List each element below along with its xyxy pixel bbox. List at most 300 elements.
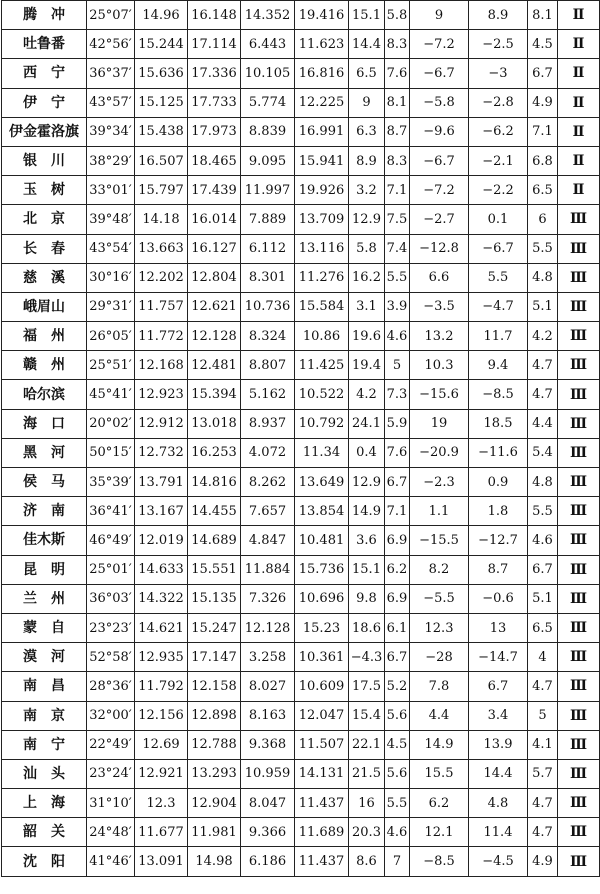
zone-class-cell: Ⅲ — [558, 322, 600, 351]
value-3-cell: 8.301 — [241, 263, 295, 292]
value-3-cell: 6.186 — [241, 847, 295, 876]
value-9-cell: 5 — [528, 701, 558, 730]
value-3-cell: 11.884 — [241, 555, 295, 584]
table-row — [2, 672, 600, 701]
value-5-cell: 15.1 — [349, 1, 385, 30]
value-6-cell: 6.2 — [385, 555, 410, 584]
value-4-cell: 13.649 — [295, 468, 349, 497]
value-3-cell: 10.736 — [241, 292, 295, 321]
station-name-cell: 南 昌 — [2, 672, 87, 701]
value-4-cell: 12.225 — [295, 88, 349, 117]
table-row — [2, 380, 600, 409]
value-8-cell: −2.5 — [469, 30, 528, 59]
value-5-cell: −4.3 — [349, 643, 385, 672]
value-2-cell: 17.733 — [188, 88, 241, 117]
table-row — [2, 205, 600, 234]
value-4-cell: 10.361 — [295, 643, 349, 672]
table-row — [2, 30, 600, 59]
value-8-cell: 11.7 — [469, 322, 528, 351]
station-name-cell: 伊 宁 — [2, 88, 87, 117]
zone-class-cell: Ⅲ — [558, 701, 600, 730]
station-name-cell: 上 海 — [2, 789, 87, 818]
value-2-cell: 17.114 — [188, 30, 241, 59]
value-9-cell: 4.7 — [528, 789, 558, 818]
table-row — [2, 818, 600, 847]
value-9-cell: 5.1 — [528, 292, 558, 321]
value-2-cell: 15.135 — [188, 584, 241, 613]
value-7-cell: 15.5 — [410, 759, 469, 788]
station-name-cell: 峨眉山 — [2, 292, 87, 321]
zone-class-cell: Ⅲ — [558, 613, 600, 642]
value-1-cell: 13.091 — [135, 847, 188, 876]
value-1-cell: 14.96 — [135, 1, 188, 30]
latitude-cell: 25°01′ — [87, 555, 135, 584]
value-9-cell: 4.5 — [528, 30, 558, 59]
value-7-cell: 19 — [410, 409, 469, 438]
value-4-cell: 11.437 — [295, 789, 349, 818]
table-body — [2, 1, 600, 877]
value-5-cell: 19.6 — [349, 322, 385, 351]
value-8-cell: −4.5 — [469, 847, 528, 876]
value-2-cell: 14.98 — [188, 847, 241, 876]
value-7-cell: 12.3 — [410, 613, 469, 642]
value-4-cell: 10.86 — [295, 322, 349, 351]
latitude-cell: 46°49′ — [87, 526, 135, 555]
table-row — [2, 468, 600, 497]
value-9-cell: 4 — [528, 643, 558, 672]
value-8-cell: 0.1 — [469, 205, 528, 234]
value-7-cell: 8.2 — [410, 555, 469, 584]
zone-class-cell: Ⅲ — [558, 468, 600, 497]
value-4-cell: 15.584 — [295, 292, 349, 321]
value-2-cell: 12.898 — [188, 701, 241, 730]
station-name-cell: 兰 州 — [2, 584, 87, 613]
value-3-cell: 8.839 — [241, 117, 295, 146]
value-7-cell: −6.7 — [410, 59, 469, 88]
value-9-cell: 4.1 — [528, 730, 558, 759]
value-1-cell: 12.912 — [135, 409, 188, 438]
value-2-cell: 11.981 — [188, 818, 241, 847]
latitude-cell: 52°58′ — [87, 643, 135, 672]
value-2-cell: 14.689 — [188, 526, 241, 555]
value-4-cell: 11.437 — [295, 847, 349, 876]
value-7-cell: 13.2 — [410, 322, 469, 351]
zone-class-cell: Ⅲ — [558, 234, 600, 263]
latitude-cell: 39°34′ — [87, 117, 135, 146]
zone-class-cell: Ⅲ — [558, 818, 600, 847]
zone-class-cell: Ⅲ — [558, 526, 600, 555]
value-6-cell: 4.6 — [385, 818, 410, 847]
value-6-cell: 5.2 — [385, 672, 410, 701]
zone-class-cell: Ⅱ — [558, 146, 600, 175]
value-3-cell: 7.657 — [241, 497, 295, 526]
value-2-cell: 17.336 — [188, 59, 241, 88]
station-name-cell: 韶 关 — [2, 818, 87, 847]
value-6-cell: 5.5 — [385, 263, 410, 292]
value-8-cell: −2.8 — [469, 88, 528, 117]
value-3-cell: 6.443 — [241, 30, 295, 59]
value-8-cell: −14.7 — [469, 643, 528, 672]
value-9-cell: 4.7 — [528, 818, 558, 847]
value-6-cell: 5.9 — [385, 409, 410, 438]
table-row — [2, 759, 600, 788]
value-5-cell: 17.5 — [349, 672, 385, 701]
value-3-cell: 4.072 — [241, 438, 295, 467]
value-8-cell: −3 — [469, 59, 528, 88]
value-7-cell: −7.2 — [410, 176, 469, 205]
latitude-cell: 42°56′ — [87, 30, 135, 59]
value-9-cell: 4.4 — [528, 409, 558, 438]
value-4-cell: 11.507 — [295, 730, 349, 759]
value-3-cell: 8.163 — [241, 701, 295, 730]
value-6-cell: 6.7 — [385, 643, 410, 672]
value-4-cell: 11.34 — [295, 438, 349, 467]
value-1-cell: 14.18 — [135, 205, 188, 234]
value-9-cell: 5.1 — [528, 584, 558, 613]
value-8-cell: −6.7 — [469, 234, 528, 263]
value-3-cell: 8.937 — [241, 409, 295, 438]
value-2-cell: 14.816 — [188, 468, 241, 497]
value-7-cell: 1.1 — [410, 497, 469, 526]
table-row — [2, 176, 600, 205]
latitude-cell: 25°51′ — [87, 351, 135, 380]
latitude-cell: 24°48′ — [87, 818, 135, 847]
value-4-cell: 13.854 — [295, 497, 349, 526]
latitude-cell: 36°03′ — [87, 584, 135, 613]
value-1-cell: 14.322 — [135, 584, 188, 613]
station-name-cell: 汕 头 — [2, 759, 87, 788]
value-9-cell: 4.8 — [528, 468, 558, 497]
value-7-cell: 10.3 — [410, 351, 469, 380]
value-8-cell: −12.7 — [469, 526, 528, 555]
value-2-cell: 12.481 — [188, 351, 241, 380]
latitude-cell: 22°49′ — [87, 730, 135, 759]
value-1-cell: 15.244 — [135, 30, 188, 59]
value-9-cell: 6.5 — [528, 176, 558, 205]
value-2-cell: 16.253 — [188, 438, 241, 467]
value-3-cell: 11.997 — [241, 176, 295, 205]
value-7-cell: −20.9 — [410, 438, 469, 467]
value-2-cell: 15.394 — [188, 380, 241, 409]
zone-class-cell: Ⅲ — [558, 409, 600, 438]
zone-class-cell: Ⅱ — [558, 59, 600, 88]
value-7-cell: −5.8 — [410, 88, 469, 117]
latitude-cell: 25°07′ — [87, 1, 135, 30]
latitude-cell: 28°36′ — [87, 672, 135, 701]
latitude-cell: 35°39′ — [87, 468, 135, 497]
value-6-cell: 7.3 — [385, 380, 410, 409]
value-5-cell: 3.6 — [349, 526, 385, 555]
value-8-cell: 8.9 — [469, 1, 528, 30]
latitude-cell: 38°29′ — [87, 146, 135, 175]
radiation-data-table — [1, 0, 600, 877]
station-name-cell: 长 春 — [2, 234, 87, 263]
table-row — [2, 701, 600, 730]
value-2-cell: 16.127 — [188, 234, 241, 263]
zone-class-cell: Ⅱ — [558, 1, 600, 30]
station-name-cell: 慈 溪 — [2, 263, 87, 292]
table-row — [2, 292, 600, 321]
value-5-cell: 20.3 — [349, 818, 385, 847]
value-9-cell: 4.7 — [528, 672, 558, 701]
value-4-cell: 10.609 — [295, 672, 349, 701]
value-2-cell: 12.621 — [188, 292, 241, 321]
value-6-cell: 8.3 — [385, 146, 410, 175]
value-3-cell: 6.112 — [241, 234, 295, 263]
latitude-cell: 23°23′ — [87, 613, 135, 642]
zone-class-cell: Ⅱ — [558, 30, 600, 59]
value-5-cell: 6.3 — [349, 117, 385, 146]
table-row — [2, 59, 600, 88]
value-8-cell: 14.4 — [469, 759, 528, 788]
latitude-cell: 50°15′ — [87, 438, 135, 467]
value-4-cell: 13.709 — [295, 205, 349, 234]
value-3-cell: 4.847 — [241, 526, 295, 555]
value-7-cell: 6.6 — [410, 263, 469, 292]
value-6-cell: 8.7 — [385, 117, 410, 146]
latitude-cell: 43°54′ — [87, 234, 135, 263]
value-3-cell: 8.324 — [241, 322, 295, 351]
value-6-cell: 7.6 — [385, 438, 410, 467]
value-9-cell: 5.7 — [528, 759, 558, 788]
value-8-cell: −2.1 — [469, 146, 528, 175]
value-6-cell: 5.6 — [385, 759, 410, 788]
value-2-cell: 15.247 — [188, 613, 241, 642]
value-2-cell: 15.551 — [188, 555, 241, 584]
value-4-cell: 12.047 — [295, 701, 349, 730]
table-row — [2, 117, 600, 146]
value-6-cell: 6.1 — [385, 613, 410, 642]
station-name-cell: 赣 州 — [2, 351, 87, 380]
station-name-cell: 西 宁 — [2, 59, 87, 88]
value-5-cell: 19.4 — [349, 351, 385, 380]
value-8-cell: −0.6 — [469, 584, 528, 613]
table-row — [2, 234, 600, 263]
latitude-cell: 20°02′ — [87, 409, 135, 438]
station-name-cell: 伊金霍洛旗 — [2, 117, 87, 146]
value-7-cell: −15.5 — [410, 526, 469, 555]
value-3-cell: 9.366 — [241, 818, 295, 847]
value-6-cell: 4.5 — [385, 730, 410, 759]
value-1-cell: 14.621 — [135, 613, 188, 642]
value-1-cell: 15.438 — [135, 117, 188, 146]
latitude-cell: 36°41′ — [87, 497, 135, 526]
value-1-cell: 13.663 — [135, 234, 188, 263]
value-7-cell: −7.2 — [410, 30, 469, 59]
value-5-cell: 5.8 — [349, 234, 385, 263]
latitude-cell: 26°05′ — [87, 322, 135, 351]
value-6-cell: 5.5 — [385, 789, 410, 818]
value-5-cell: 9.8 — [349, 584, 385, 613]
value-3-cell: 3.258 — [241, 643, 295, 672]
value-9-cell: 4.8 — [528, 263, 558, 292]
value-8-cell: 5.5 — [469, 263, 528, 292]
latitude-cell: 33°01′ — [87, 176, 135, 205]
value-2-cell: 14.455 — [188, 497, 241, 526]
value-7-cell: −15.6 — [410, 380, 469, 409]
zone-class-cell: Ⅲ — [558, 759, 600, 788]
value-1-cell: 12.3 — [135, 789, 188, 818]
value-4-cell: 10.792 — [295, 409, 349, 438]
value-3-cell: 12.128 — [241, 613, 295, 642]
value-4-cell: 11.425 — [295, 351, 349, 380]
table-row — [2, 146, 600, 175]
value-8-cell: −11.6 — [469, 438, 528, 467]
value-4-cell: 11.623 — [295, 30, 349, 59]
table-row — [2, 526, 600, 555]
value-6-cell: 7 — [385, 847, 410, 876]
value-1-cell: 12.732 — [135, 438, 188, 467]
value-1-cell: 15.125 — [135, 88, 188, 117]
value-3-cell: 10.959 — [241, 759, 295, 788]
value-5-cell: 22.1 — [349, 730, 385, 759]
latitude-cell: 41°46′ — [87, 847, 135, 876]
value-2-cell: 16.014 — [188, 205, 241, 234]
latitude-cell: 30°16′ — [87, 263, 135, 292]
table-row — [2, 730, 600, 759]
value-4-cell: 10.522 — [295, 380, 349, 409]
zone-class-cell: Ⅱ — [558, 117, 600, 146]
value-8-cell: 1.8 — [469, 497, 528, 526]
value-4-cell: 15.941 — [295, 146, 349, 175]
value-4-cell: 14.131 — [295, 759, 349, 788]
value-1-cell: 15.636 — [135, 59, 188, 88]
value-2-cell: 17.147 — [188, 643, 241, 672]
value-6-cell: 7.4 — [385, 234, 410, 263]
value-9-cell: 4.7 — [528, 380, 558, 409]
value-9-cell: 5.4 — [528, 438, 558, 467]
value-8-cell: −8.5 — [469, 380, 528, 409]
zone-class-cell: Ⅲ — [558, 672, 600, 701]
value-1-cell: 11.772 — [135, 322, 188, 351]
table-row — [2, 88, 600, 117]
station-name-cell: 海 口 — [2, 409, 87, 438]
value-7-cell: 4.4 — [410, 701, 469, 730]
value-8-cell: −4.7 — [469, 292, 528, 321]
value-9-cell: 6.5 — [528, 613, 558, 642]
table-row — [2, 263, 600, 292]
table-row — [2, 351, 600, 380]
value-9-cell: 4.2 — [528, 322, 558, 351]
value-7-cell: −8.5 — [410, 847, 469, 876]
station-name-cell: 侯 马 — [2, 468, 87, 497]
value-6-cell: 6.9 — [385, 584, 410, 613]
latitude-cell: 43°57′ — [87, 88, 135, 117]
latitude-cell: 39°48′ — [87, 205, 135, 234]
station-name-cell: 济 南 — [2, 497, 87, 526]
table-row — [2, 643, 600, 672]
value-3-cell: 8.807 — [241, 351, 295, 380]
zone-class-cell: Ⅲ — [558, 789, 600, 818]
value-9-cell: 4.7 — [528, 351, 558, 380]
value-8-cell: 13 — [469, 613, 528, 642]
zone-class-cell: Ⅲ — [558, 263, 600, 292]
value-5-cell: 3.2 — [349, 176, 385, 205]
value-5-cell: 8.9 — [349, 146, 385, 175]
value-4-cell: 10.481 — [295, 526, 349, 555]
value-6-cell: 4.6 — [385, 322, 410, 351]
latitude-cell: 23°24′ — [87, 759, 135, 788]
station-name-cell: 蒙 自 — [2, 613, 87, 642]
value-8-cell: 18.5 — [469, 409, 528, 438]
value-3-cell: 5.162 — [241, 380, 295, 409]
value-2-cell: 17.973 — [188, 117, 241, 146]
value-1-cell: 12.921 — [135, 759, 188, 788]
value-5-cell: 14.9 — [349, 497, 385, 526]
value-9-cell: 8.1 — [528, 1, 558, 30]
value-5-cell: 16.2 — [349, 263, 385, 292]
table-row — [2, 613, 600, 642]
value-2-cell: 18.465 — [188, 146, 241, 175]
value-6-cell: 5.6 — [385, 701, 410, 730]
value-1-cell: 11.757 — [135, 292, 188, 321]
table-row — [2, 1, 600, 30]
station-name-cell: 南 宁 — [2, 730, 87, 759]
value-1-cell: 11.677 — [135, 818, 188, 847]
value-4-cell: 10.696 — [295, 584, 349, 613]
value-6-cell: 7.5 — [385, 205, 410, 234]
table-row — [2, 497, 600, 526]
value-2-cell: 13.293 — [188, 759, 241, 788]
value-5-cell: 4.2 — [349, 380, 385, 409]
table-row — [2, 555, 600, 584]
station-name-cell: 腾 冲 — [2, 1, 87, 30]
value-9-cell: 4.6 — [528, 526, 558, 555]
zone-class-cell: Ⅲ — [558, 205, 600, 234]
value-5-cell: 8.6 — [349, 847, 385, 876]
value-1-cell: 12.019 — [135, 526, 188, 555]
value-8-cell: −2.2 — [469, 176, 528, 205]
value-9-cell: 6.7 — [528, 555, 558, 584]
value-7-cell: −2.3 — [410, 468, 469, 497]
value-6-cell: 7.1 — [385, 497, 410, 526]
value-5-cell: 16 — [349, 789, 385, 818]
value-9-cell: 5.5 — [528, 234, 558, 263]
value-1-cell: 15.797 — [135, 176, 188, 205]
value-2-cell: 16.148 — [188, 1, 241, 30]
latitude-cell: 32°00′ — [87, 701, 135, 730]
value-4-cell: 11.276 — [295, 263, 349, 292]
value-7-cell: −5.5 — [410, 584, 469, 613]
value-3-cell: 9.368 — [241, 730, 295, 759]
value-7-cell: −2.7 — [410, 205, 469, 234]
value-5-cell: 3.1 — [349, 292, 385, 321]
value-8-cell: 3.4 — [469, 701, 528, 730]
table-row — [2, 584, 600, 613]
value-9-cell: 4.9 — [528, 847, 558, 876]
value-4-cell: 15.736 — [295, 555, 349, 584]
table-row — [2, 409, 600, 438]
station-name-cell: 哈尔滨 — [2, 380, 87, 409]
value-6-cell: 6.7 — [385, 468, 410, 497]
value-3-cell: 14.352 — [241, 1, 295, 30]
station-name-cell: 吐鲁番 — [2, 30, 87, 59]
value-7-cell: 9 — [410, 1, 469, 30]
value-8-cell: 13.9 — [469, 730, 528, 759]
station-name-cell: 漠 河 — [2, 643, 87, 672]
value-3-cell: 5.774 — [241, 88, 295, 117]
zone-class-cell: Ⅲ — [558, 847, 600, 876]
value-5-cell: 21.5 — [349, 759, 385, 788]
zone-class-cell: Ⅲ — [558, 730, 600, 759]
station-name-cell: 南 京 — [2, 701, 87, 730]
value-4-cell: 11.689 — [295, 818, 349, 847]
value-6-cell: 7.1 — [385, 176, 410, 205]
station-name-cell: 佳木斯 — [2, 526, 87, 555]
value-6-cell: 8.1 — [385, 88, 410, 117]
value-1-cell: 13.167 — [135, 497, 188, 526]
value-7-cell: −28 — [410, 643, 469, 672]
